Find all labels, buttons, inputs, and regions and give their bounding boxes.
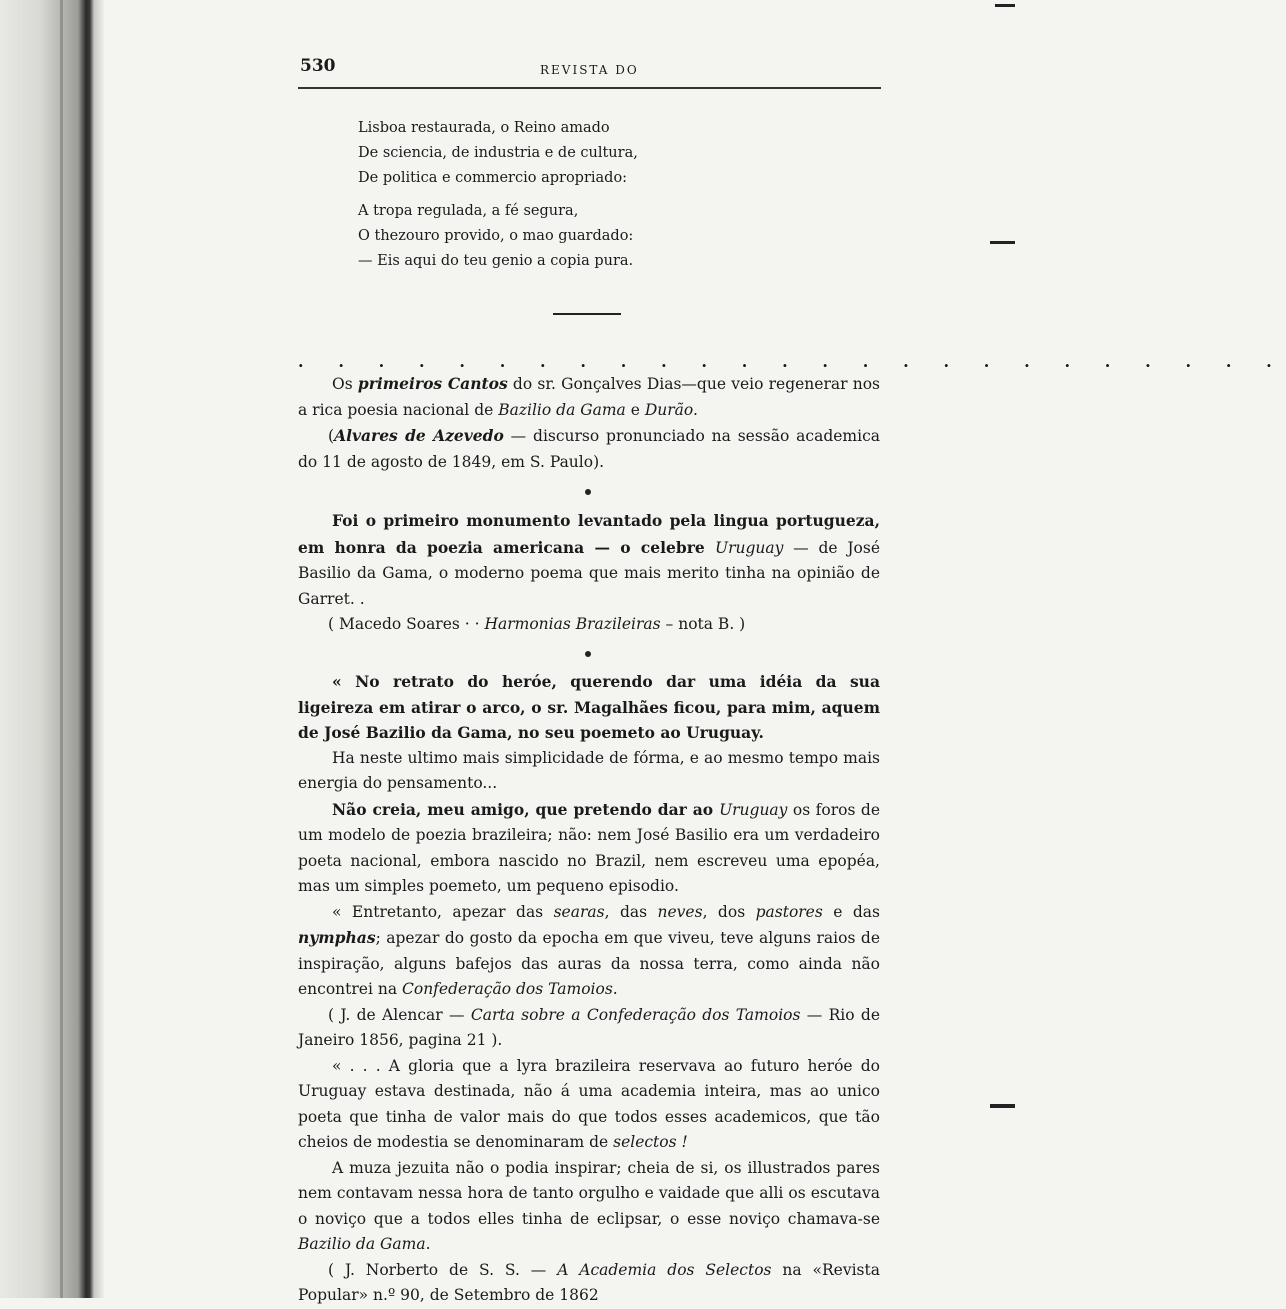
running-title: REVISTA DO (540, 63, 639, 77)
quote-paragraph: « No retrato do heróe, querendo dar uma idéia da sua ligeireza em atirar o arco, o sr. Magalhães ficou, para mim, aquem de José Bazilio da Gama, no seu poemeto ao Uruguay. (298, 672, 880, 742)
quote-block-2 (298, 508, 880, 638)
ellipsis-dots: . . . . . . . . . . . . . . . . . . . . . . . . . (298, 352, 1286, 371)
separator-dot (585, 489, 591, 495)
quote-paragraph: A muza jezuita não o podia inspirar; cheia de si, os illustrados pares nem contavam nessa hora de tanto orgulho e vaidade que alli os escutava o noviço que a todos elles tinha de eclipsar, o esse noviço chamava-se Bazilio da Gama. (298, 1158, 880, 1253)
quote-paragraph: « Entretanto, apezar das searas, das neves, dos pastores e das nymphas; apezar do gosto da epocha em que viveu, teve alguns raios de inspiração, alguns bafejos das auras da nossa terra, como ainda não encontrei na Confederação dos Tamoios. (298, 902, 880, 998)
page-edge-mark (990, 1104, 1015, 1108)
verse-line: — Eis aqui do teu genio a copia pura. (358, 253, 634, 269)
verse-line: O thezouro provido, o mao guardado: (358, 228, 634, 244)
separator-dot (585, 651, 591, 657)
page-edge-mark (995, 4, 1015, 7)
book-binding-gutter (0, 0, 104, 1298)
verse-stanza-1 (358, 116, 638, 191)
quote-paragraph: Os primeiros Cantos do sr. Gonçalves Dias—que veio regenerar nos a rica poesia nacional de Bazilio da Gama e Durão. (298, 374, 880, 419)
quote-block-1 (298, 371, 880, 475)
quote-block-3 (298, 669, 880, 1309)
page-edge-mark (990, 241, 1015, 244)
quote-paragraph: Não creia, meu amigo, que pretendo dar ao Uruguay os foros de um modelo de poezia brazileira; não: nem José Basilio era um verdadeiro poeta nacional, embora nascido no Brazil, nem escreveu uma epopéa, mas um simples poemeto, um pequeno episodio. (298, 799, 880, 895)
quote-citation: (Alvares de Azevedo — discurso pronunciado na sessão academica do 11 de agosto de 1849, em S. Paulo). (298, 426, 880, 471)
section-separator (553, 313, 621, 315)
quote-paragraph: Foi o primeiro monumento levantado pela lingua portugueza, em honra da poezia americana — o celebre Uruguay — de José Basilio da Gama, o moderno poema que mais merito tinha na opinião de Garret. . (298, 511, 880, 608)
quote-paragraph: « . . . A gloria que a lyra brazileira reservava ao futuro heróe do Uruguay estava destinada, não á uma academia inteira, mas ao unico poeta que tinha de valor mais do que todos esses academicos, que tão cheios de modestia se denominaram de selectos ! (298, 1056, 880, 1151)
verse-line: Lisboa restaurada, o Reino amado (358, 120, 610, 136)
verse-line: De sciencia, de industria e de cultura, (358, 145, 638, 161)
verse-line: De politica e commercio apropriado: (358, 170, 628, 186)
quote-citation: ( J. Norberto de S. S. — A Academia dos Selectos na «Revista Popular» n.º 90, de Setembro de 1862 (298, 1260, 880, 1304)
quote-citation: ( Macedo Soares · · Harmonias Brazileiras – nota B. ) (328, 615, 746, 633)
verse-line: A tropa regulada, a fé segura, (358, 203, 579, 219)
verse-stanza-2 (358, 199, 633, 274)
quote-citation: ( J. de Alencar — Carta sobre a Confederação dos Tamoios — Rio de Janeiro 1856, pagina 21 ). (298, 1005, 880, 1049)
page-number: 530 (300, 56, 336, 76)
header-rule (298, 87, 881, 89)
quote-paragraph: Ha neste ultimo mais simplicidade de fórma, e ao mesmo tempo mais energia do pensamento... (298, 748, 880, 792)
